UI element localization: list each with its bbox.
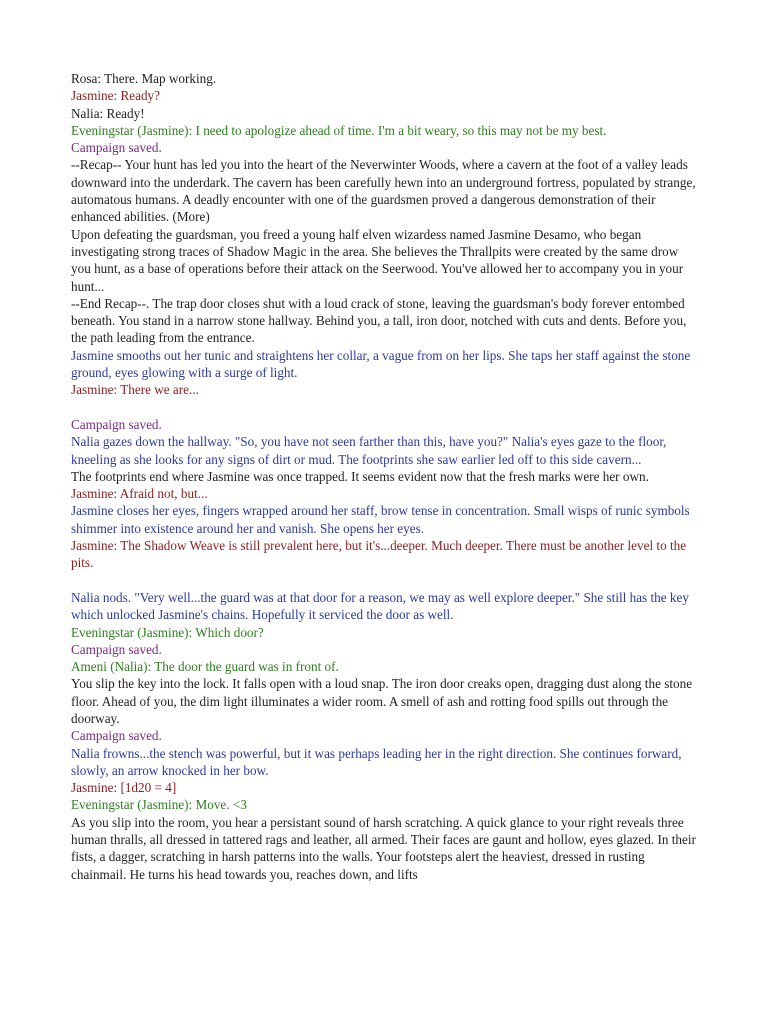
chat-line: Eveningstar (Jasmine): Which door? — [71, 624, 264, 640]
chat-line: Eveningstar (Jasmine): Move. <3 — [71, 797, 247, 813]
chat-line: Jasmine: [1d20 = 4] — [71, 780, 177, 796]
blank-line — [71, 572, 701, 589]
chat-line: Jasmine smooths out her tunic and straightens her collar, a vague from on her lips. She taps her staff against the stone ground, eyes glowing with a surge of light. — [71, 347, 691, 381]
chat-line: Nalia gazes down the hallway. "So, you have not seen farther than this, have you?" Nalia's eyes gaze to the floor, kneeling as she looks for any signs of dirt or mud. The footprints she saw earlier led off to this side cavern... — [71, 434, 667, 467]
chat-line: Jasmine: The Shadow Weave is still prevalent here, but it's...deeper. Much deeper. There must be another level to the pits. — [71, 538, 687, 571]
chat-line: You slip the key into the lock. It falls open with a loud snap. The iron door creaks open, dragging dust along the stone floor. Ahead of you, the dim light illuminates a wider room. A smell of ash and rotting food spills out through the doorway. — [71, 676, 693, 726]
chat-log — [71, 70, 701, 883]
chat-line: Upon defeating the guardsman, you freed a young half elven wizardess named Jasmine Desamo, who began investigating strong traces of Shadow Magic in the area. She believes the Thrallpits were created by the same drow you hunt, as a base of operations before their attack on the Seerwood. You've allowed her to accompany you in your hunt... — [71, 226, 684, 294]
chat-line: Rosa: There. Map working. — [71, 71, 217, 86]
campaign-saved-line: Campaign saved. — [71, 416, 162, 432]
chat-line: Eveningstar (Jasmine): I need to apologize ahead of time. I'm a bit weary, so this may not be my best. — [71, 122, 607, 138]
chat-line: Nalia frowns...the stench was powerful, but it was perhaps leading her in the right direction. She continues forward, slowly, an arrow knocked in her bow. — [71, 745, 682, 778]
chat-line: --Recap-- Your hunt has led you into the heart of the Neverwinter Woods, where a cavern at the foot of a valley leads downward into the underdark. The cavern has been carefully hewn into an underground fortress, populated by strange, automatous humans. A deadly encounter with one of the guardsmen proved a dangerous demonstration of their enhanced abilities. (More) — [71, 157, 696, 225]
chat-line: The footprints end where Jasmine was once trapped. It seems evident now that the fresh marks were her own. — [71, 468, 649, 484]
blank-line — [71, 399, 701, 416]
chat-line: Jasmine closes her eyes, fingers wrapped around her staff, brow tense in concentration. Small wisps of runic symbols shimmer into existence around her and vanish. She opens her eyes. — [71, 503, 690, 536]
chat-line: As you slip into the room, you hear a persistant sound of harsh scratching. A quick glance to your right reveals three human thralls, all dressed in tattered rags and leather, all armed. Their faces are gaunt and hollow, eyes glazed. In their fists, a dagger, scratching in harsh patterns into the walls. Your footsteps alert the heaviest, dressed in rusting chainmail. He turns his head towards you, reaches down, and lifts — [71, 814, 696, 882]
chat-line: Nalia: Ready! — [71, 105, 145, 121]
chat-line: --End Recap--. The trap door closes shut with a loud crack of stone, leaving the guardsman's body forever entombed beneath. You stand in a narrow stone hallway. Behind you, a tall, iron door, notched with cuts and dents. Before you, the path leading from the entrance. — [71, 295, 687, 346]
chat-line: Jasmine: Afraid not, but... — [71, 486, 208, 502]
chat-line: Nalia nods. "Very well...the guard was at that door for a reason, we may as well explore deeper." She still has the key which unlocked Jasmine's chains. Hopefully it serviced the door as well. — [71, 589, 689, 623]
campaign-saved-line: Campaign saved. — [71, 140, 162, 156]
chat-line: Jasmine: There we are... — [71, 382, 199, 398]
campaign-saved-line: Campaign saved. — [71, 728, 162, 744]
chat-line: Ameni (Nalia): The door the guard was in front of. — [71, 659, 339, 675]
campaign-saved-line: Campaign saved. — [71, 641, 162, 657]
chat-line: Jasmine: Ready? — [71, 88, 160, 104]
